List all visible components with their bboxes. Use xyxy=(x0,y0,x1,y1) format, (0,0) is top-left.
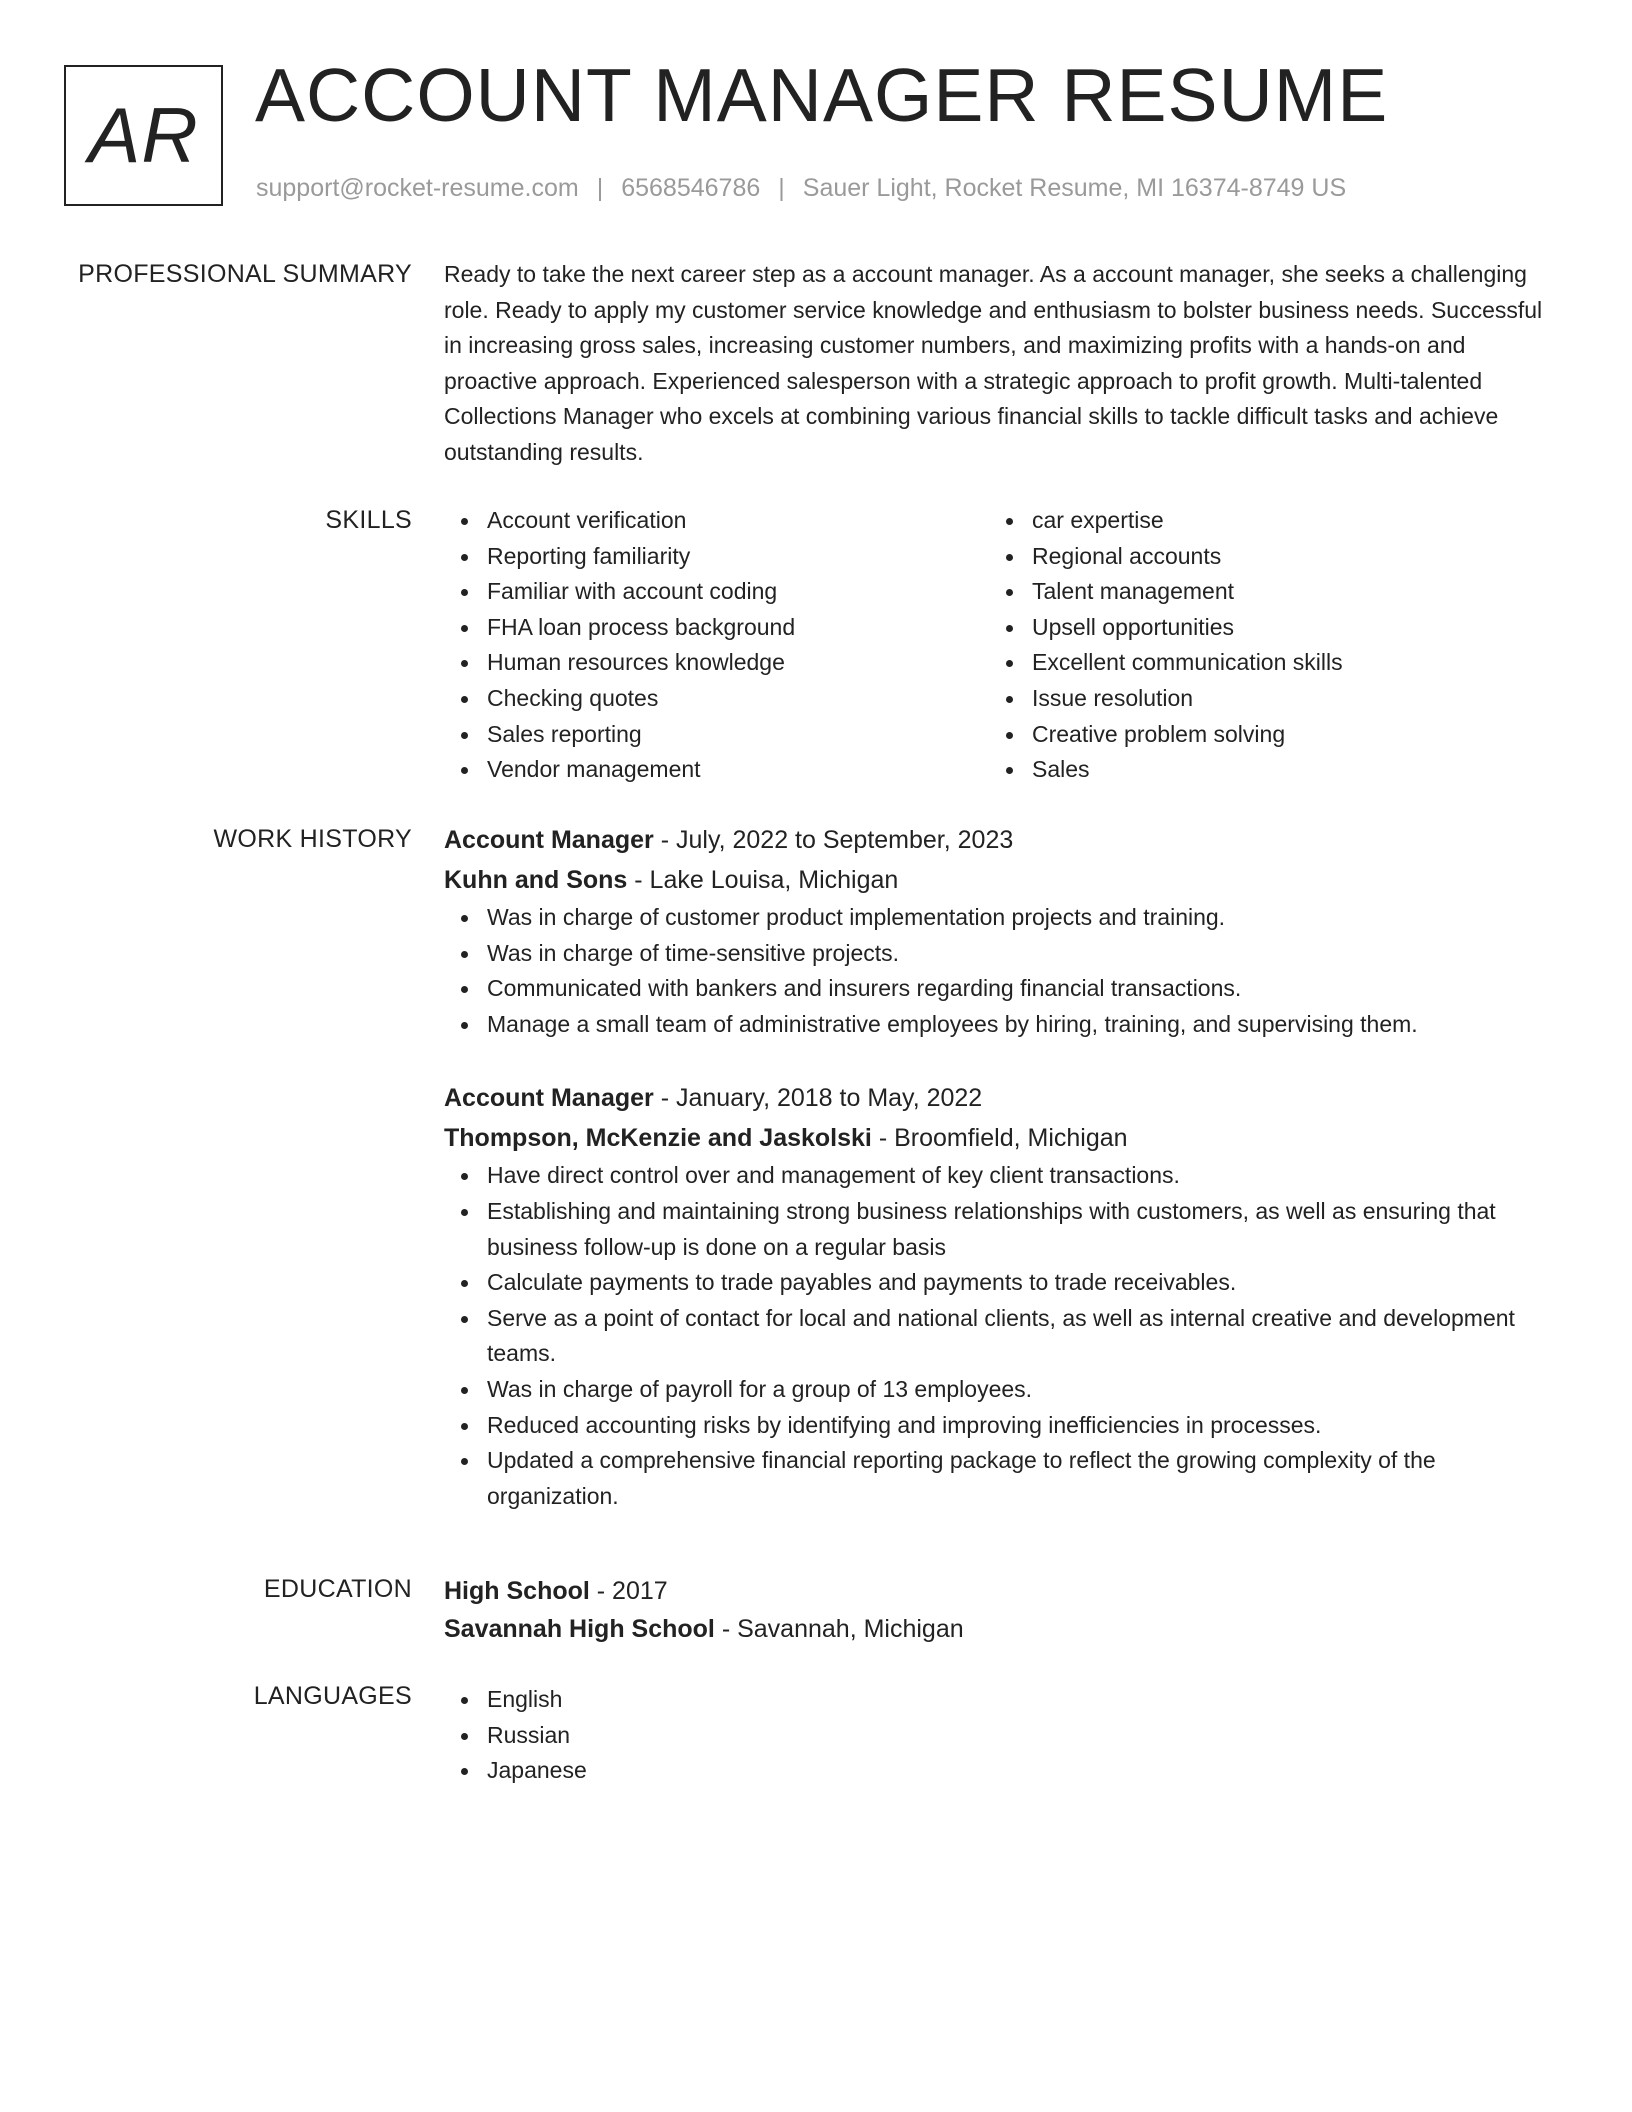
skills-list-right xyxy=(989,503,1534,788)
job-title: Account Manager xyxy=(444,826,654,854)
skill-item: Vendor management xyxy=(444,752,989,788)
skill-item: Familiar with account coding xyxy=(444,574,989,610)
education-school-line xyxy=(444,1610,1556,1648)
job-bullet: Manage a small team of administrative employees by hiring, training, and supervising them. xyxy=(444,1007,1556,1043)
contact-email: support@rocket-resume.com xyxy=(256,174,579,202)
education-body xyxy=(444,1572,1556,1648)
skill-item: Regional accounts xyxy=(989,539,1534,575)
job-title-line xyxy=(444,820,1556,860)
section-label-education: EDUCATION xyxy=(263,1575,412,1603)
resume-title: ACCOUNT MANAGER RESUME xyxy=(255,53,1389,137)
job-bullet: Updated a comprehensive financial reporting package to reflect the growing complexity of the organization. xyxy=(444,1443,1556,1514)
skill-item: car expertise xyxy=(989,503,1534,539)
job-company-line xyxy=(444,860,1556,900)
language-item: Russian xyxy=(444,1718,1556,1754)
contact-address: Sauer Light, Rocket Resume, MI 16374-8749 US xyxy=(802,174,1347,202)
skill-item: Creative problem solving xyxy=(989,717,1534,753)
contact-separator: | xyxy=(596,174,604,202)
skills-grid xyxy=(444,503,1556,788)
education-location: - Savannah, Michigan xyxy=(714,1615,964,1643)
job-title: Account Manager xyxy=(444,1084,654,1113)
language-item: English xyxy=(444,1682,1556,1718)
skill-item: Talent management xyxy=(989,574,1534,610)
education-year: - 2017 xyxy=(589,1577,668,1605)
languages-list xyxy=(444,1682,1556,1789)
job-bullet: Was in charge of time-sensitive projects. xyxy=(444,936,1556,972)
job-bullet: Was in charge of customer product implementation projects and training. xyxy=(444,900,1556,936)
contact-line xyxy=(256,174,1346,203)
job-bullet: Calculate payments to trade payables and payments to trade receivables. xyxy=(444,1265,1556,1301)
job-bullet: Serve as a point of contact for local and national clients, as well as internal creative and development teams. xyxy=(444,1301,1556,1372)
job-title-line xyxy=(444,1078,1556,1118)
job-bullet: Have direct control over and management of key client transactions. xyxy=(444,1158,1556,1194)
skill-item: Account verification xyxy=(444,503,989,539)
monogram-badge xyxy=(64,65,223,206)
skill-item: Checking quotes xyxy=(444,681,989,717)
skill-item: Sales xyxy=(989,752,1534,788)
section-label-work: WORK HISTORY xyxy=(213,825,412,853)
job-company: Thompson, McKenzie and Jaskolski xyxy=(444,1124,872,1153)
job-bullet: Reduced accounting risks by identifying and improving inefficiencies in processes. xyxy=(444,1408,1556,1444)
language-item: Japanese xyxy=(444,1753,1556,1789)
skill-item: Issue resolution xyxy=(989,681,1534,717)
work-body xyxy=(444,820,1556,1514)
job-bullet: Establishing and maintaining strong business relationships with customers, as well as ensuring that business follow-up is done on a regular basis xyxy=(444,1194,1556,1265)
job-bullet: Was in charge of payroll for a group of 13 employees. xyxy=(444,1372,1556,1408)
section-label-skills: SKILLS xyxy=(325,506,412,534)
job-dates: - July, 2022 to September, 2023 xyxy=(653,826,1014,854)
job-bullet: Communicated with bankers and insurers regarding financial transactions. xyxy=(444,971,1556,1007)
section-label-languages: LANGUAGES xyxy=(253,1682,412,1710)
summary-text: Ready to take the next career step as a account manager. As a account manager, she seeks a challenging role. Ready to apply my customer service knowledge and enthusiasm to bolster business needs. Successful in increasing gross sales, increasing customer numbers, and maximizing profits with a hands-on and proactive approach. Experienced salesperson with a strategic approach to profit growth. Multi-talented Collections Manager who excels at combining various financial skills to tackle difficult tasks and achieve outstanding results. xyxy=(444,261,1543,465)
languages-body xyxy=(444,1682,1556,1789)
job-company-line xyxy=(444,1118,1556,1158)
education-degree-line xyxy=(444,1572,1556,1610)
job-company: Kuhn and Sons xyxy=(444,866,628,894)
skill-item: Upsell opportunities xyxy=(989,610,1534,646)
skill-item: Sales reporting xyxy=(444,717,989,753)
skill-item: Reporting familiarity xyxy=(444,539,989,575)
contact-phone: 6568546786 xyxy=(621,174,761,202)
contact-separator: | xyxy=(778,174,785,202)
job-location: - Broomfield, Michigan xyxy=(871,1124,1128,1153)
education-degree: High School xyxy=(444,1577,590,1605)
job-location: - Lake Louisa, Michigan xyxy=(627,866,899,894)
job-bullets xyxy=(444,900,1556,1042)
skill-item: Excellent communication skills xyxy=(989,645,1534,681)
education-school: Savannah High School xyxy=(444,1615,715,1643)
section-label-summary: PROFESSIONAL SUMMARY xyxy=(78,260,412,288)
job-entry xyxy=(444,1078,1556,1514)
job-dates: - January, 2018 to May, 2022 xyxy=(653,1084,983,1113)
skills-body xyxy=(444,503,1556,788)
job-entry xyxy=(444,820,1556,1042)
monogram-initials: AR xyxy=(88,91,199,179)
job-bullets xyxy=(444,1158,1556,1514)
skill-item: FHA loan process background xyxy=(444,610,989,646)
skills-list-left xyxy=(444,503,989,788)
skill-item: Human resources knowledge xyxy=(444,645,989,681)
